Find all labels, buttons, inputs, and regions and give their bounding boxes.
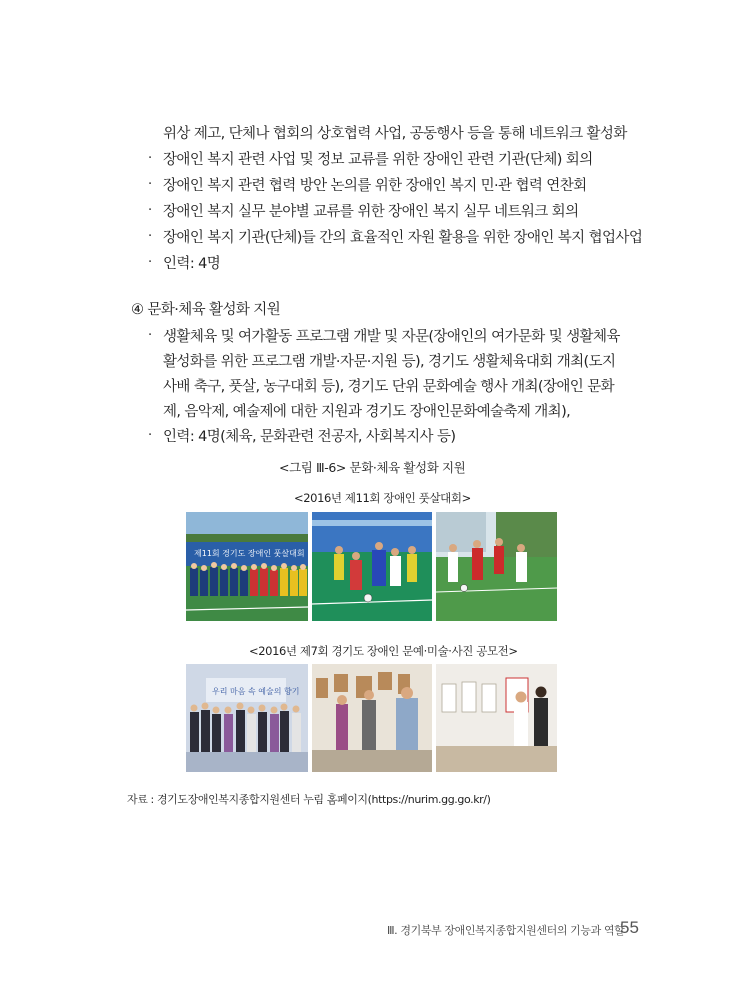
source-note: 자료 : 경기도장애인복지종합지원센터 누림 홈페이지(https://nurim.gg.go.kr/) <box>127 793 491 806</box>
bullet-item: 장애인 복지 실무 분야별 교류를 위한 장애인 복지 실무 네트워크 회의 <box>163 204 579 220</box>
section-title: ④ 문화·체육 활성화 지원 <box>131 302 281 318</box>
bullet-mark: · <box>148 151 153 166</box>
bullet-mark: · <box>148 203 153 218</box>
photo-futsal-match-2 <box>436 512 557 621</box>
figure-subcaption-futsal: <2016년 제11회 장애인 풋살대회> <box>294 491 471 505</box>
figure-caption: <그림 Ⅲ-6> 문화·체육 활성화 지원 <box>279 460 466 475</box>
continuation-line: 위상 제고, 단체나 협회의 상호협력 사업, 공동행사 등을 통해 네트워크 활성화 <box>163 126 627 142</box>
bullet-item: 인력: 4명 <box>163 256 221 272</box>
bullet-mark: · <box>148 255 153 270</box>
staff-line: 인력: 4명(체육, 문화관련 전공자, 사회복지사 등) <box>163 429 456 445</box>
para-line: 활성화를 위한 프로그램 개발·자문·지원 등), 경기도 생활체육대회 개최(도지 <box>163 354 616 370</box>
bullet-mark: · <box>148 229 153 244</box>
bullet-mark: · <box>148 177 153 192</box>
bullet-item: 장애인 복지 관련 협력 방안 논의를 위한 장애인 복지 민·관 협력 연찬회 <box>163 178 587 194</box>
para-line: 생활체육 및 여가활동 프로그램 개발 및 자문(장애인의 여가문화 및 생활체육 <box>163 329 620 345</box>
bullet-item: 장애인 복지 관련 사업 및 정보 교류를 위한 장애인 관련 기관(단체) 회의 <box>163 152 593 168</box>
photo-futsal-group <box>186 512 308 621</box>
photo-art-gallery-2 <box>436 664 557 772</box>
banner2-text: 우리 마음 속 예술의 향기 <box>212 687 300 696</box>
bullet-mark: · <box>148 428 153 443</box>
banner-text: 제11회 경기도 장애인 풋살대회 <box>194 549 305 558</box>
photo-art-group <box>186 664 308 772</box>
para-line: 제, 음악제, 예술제에 대한 지원과 경기도 장애인문화예술축제 개최), <box>163 404 571 420</box>
bullet-mark: · <box>148 328 153 343</box>
bullet-item: 장애인 복지 기관(단체)들 간의 효율적인 자원 활용을 위한 장애인 복지 협업사업 <box>163 230 643 246</box>
photo-futsal-match-1 <box>312 512 432 621</box>
footer-chapter: Ⅲ. 경기북부 장애인복지종합지원센터의 기능과 역할 <box>387 924 625 937</box>
page-number: 55 <box>620 918 639 937</box>
para-line: 사배 축구, 풋살, 농구대회 등), 경기도 단위 문화예술 행사 개최(장애인 문화 <box>163 379 615 395</box>
photo-art-gallery-1 <box>312 664 432 772</box>
figure-subcaption-art: <2016년 제7회 경기도 장애인 문예·미술·사진 공모전> <box>249 644 518 658</box>
